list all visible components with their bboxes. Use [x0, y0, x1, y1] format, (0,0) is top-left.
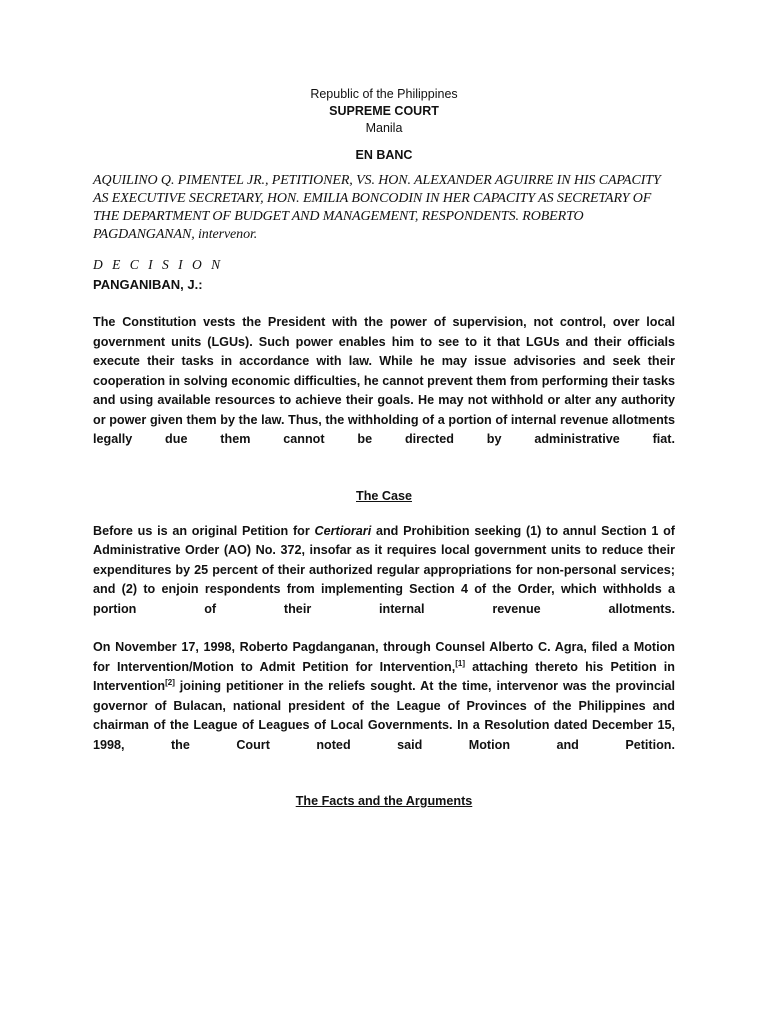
certiorari-term: Certiorari	[314, 523, 372, 538]
court-name: SUPREME COURT	[329, 104, 439, 118]
case-caption: AQUILINO Q. PIMENTEL JR., PETITIONER, VS. HON. ALEXANDER AGUIRRE IN HIS CAPACITY AS EXECUTIVE SECRETARY, HON. EMILIA BONCODIN IN HER CAPACITY AS SECRETARY OF THE DEPARTMENT OF BUDGET AND MANAGEMENT, RESPONDENTS. ROBERTO PAGDANGANAN, intervenor.	[93, 173, 661, 242]
intervention-text-2: attaching thereto his Petition in Intervention	[93, 659, 675, 693]
intervention-text-3: joining petitioner in the reliefs sought. At the time, intervenor was the provincial governor of Bulacan, national president of the League of Provinces of the Philippines and chairman of the League of Leagues of Local Governments. In a Resolution dated December 15, 1998, the Court noted said Motion and Petition.	[93, 679, 675, 752]
case-paragraph	[93, 522, 675, 620]
city-line: Manila	[365, 121, 403, 135]
case-text-after: and Prohibition seeking (1) to annul Section 1 of Administrative Order (AO) No. 372, insofar as it requires local government units to reduce their expenditures by 25 percent of their authorized regular appropriations for non-personal services; and (2) to enjoin respondents from implementing Section 4 of the Order, which withholds a portion of their internal revenue allotments.	[93, 523, 675, 616]
intro-paragraph: The Constitution vests the President with the power of supervision, not control, over local government units (LGUs). Such power enables him to see to it that LGUs and their officials execute their tasks in accordance with law. While he may issue advisories and seek their cooperation in solving economic difficulties, he cannot prevent them from performing their tasks and using available resources to achieve their goals. He may not withhold or alter any authority or power given them by the law. Thus, the withholding of a portion of internal revenue allotments legally due them cannot be directed by administrative fiat.	[93, 315, 675, 446]
section-title-case: The Case	[356, 488, 412, 503]
section-title-facts: The Facts and the Arguments	[295, 794, 473, 808]
ponente: PANGANIBAN, J.:	[93, 277, 203, 292]
footnote-ref-2[interactable]: [2]	[165, 677, 175, 687]
division-label: EN BANC	[355, 148, 413, 162]
footnote-ref-1[interactable]: [1]	[455, 658, 465, 668]
republic-line: Republic of the Philippines	[310, 87, 458, 101]
intervention-paragraph	[93, 638, 675, 755]
case-text-before: Before us is an original Petition for	[93, 523, 315, 538]
decision-document	[93, 86, 675, 808]
decision-label: D E C I S I O N	[93, 257, 224, 272]
intervention-text-1: On November 17, 1998, Roberto Pagdanganan, through Counsel Alberto C. Agra, filed a Motion for Intervention/Motion to Admit Petition for Intervention,	[93, 640, 675, 674]
court-header	[93, 86, 675, 137]
